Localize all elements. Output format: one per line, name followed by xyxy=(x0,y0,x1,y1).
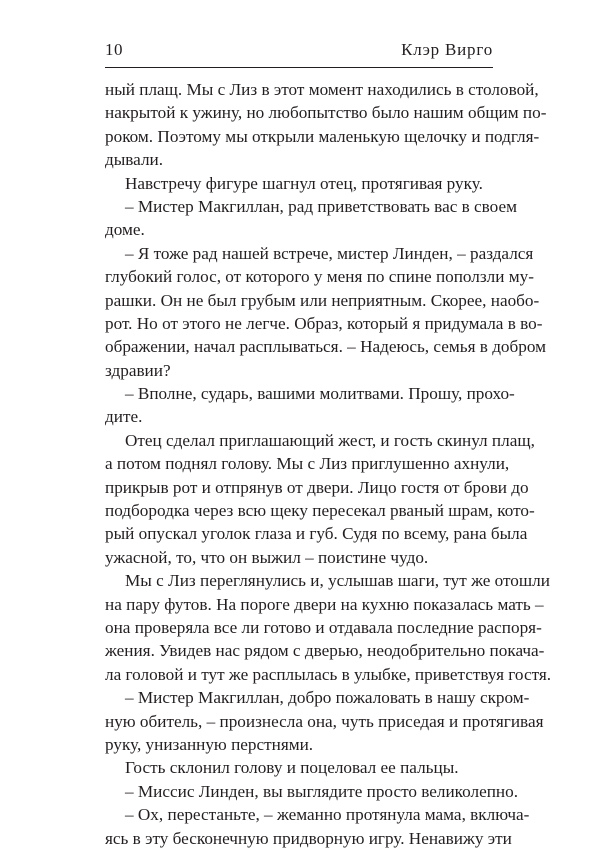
text-line: она проверяла все ли готово и отдавала последние распоря- xyxy=(105,617,542,637)
page-number: 10 xyxy=(105,40,123,59)
text-line: – Я тоже рад нашей встрече, мистер Линден, – раздался xyxy=(125,243,534,263)
text-line: глубокий голос, от которого у меня по спине поползли му- xyxy=(105,267,534,287)
text-line: накрытой к ужину, но любопытство было нашим общим по- xyxy=(105,103,547,123)
text-line: доме. xyxy=(105,220,145,240)
running-title: Клэр Вирго xyxy=(401,40,493,59)
text-line: ясь в эту бесконечную придворную игру. Ненавижу эти xyxy=(105,828,512,848)
text-line: Гость склонил голову и поцеловал ее пальцы. xyxy=(125,758,459,778)
text-line: – Миссис Линден, вы выглядите просто великолепно. xyxy=(125,781,519,801)
text-line: Отец сделал приглашающий жест, и гость скинул плащ, xyxy=(125,430,535,450)
text-line: – Мистер Макгиллан, рад приветствовать вас в своем xyxy=(125,196,517,216)
text-line: здравии? xyxy=(105,360,171,380)
text-line: рый опускал уголок глаза и губ. Судя по всему, рана была xyxy=(105,524,528,544)
page-header xyxy=(105,38,493,62)
body-text xyxy=(105,78,552,850)
text-line: дывали. xyxy=(105,150,164,170)
text-line: а потом поднял голову. Мы с Лиз приглушенно ахнули, xyxy=(105,454,510,474)
text-line: на пару футов. На пороге двери на кухню показалась мать – xyxy=(105,594,544,614)
text-line: – Вполне, сударь, вашими молитвами. Прошу, прохо- xyxy=(125,384,515,404)
text-line: – Ох, перестаньте, – жеманно протянула мама, включа- xyxy=(125,805,530,825)
text-line: ный плащ. Мы с Лиз в этот момент находились в столовой, xyxy=(105,80,539,99)
text-line: дите. xyxy=(105,407,143,427)
text-line: Мы с Лиз переглянулись и, услышав шаги, тут же отошли xyxy=(125,571,550,591)
text-line: подбородка через всю щеку пересекал рваный шрам, кото- xyxy=(105,501,535,521)
text-line: прикрыв рот и отпрянув от двери. Лицо гостя от брови до xyxy=(105,477,529,497)
text-line: роком. Поэтому мы открыли маленькую щелочку и подгля- xyxy=(105,126,540,146)
text-line: – Мистер Макгиллан, добро пожаловать в нашу скром- xyxy=(125,688,530,708)
text-line: жения. Увидев нас рядом с дверью, неодобрительно покача- xyxy=(105,641,545,661)
text-line: рот. Но от этого не легче. Образ, который я придумала в во- xyxy=(105,313,543,333)
text-line: руку, унизанную перстнями. xyxy=(105,734,314,754)
text-line: ображении, начал расплываться. – Надеюсь, семья в добром xyxy=(105,337,547,357)
header-rule xyxy=(105,67,493,68)
text-line: рашки. Он не был грубым или неприятным. Скорее, наобо- xyxy=(105,290,540,310)
text-line: ла головой и тут же расплылась в улыбке, приветствуя гостя. xyxy=(105,664,552,684)
text-line: ужасной, то, что он выжил – поистине чудо. xyxy=(105,547,429,567)
text-line: Навстречу фигуре шагнул отец, протягивая руку. xyxy=(125,173,483,193)
text-line: ную обитель, – произнесла она, чуть приседая и протягивая xyxy=(105,711,544,731)
